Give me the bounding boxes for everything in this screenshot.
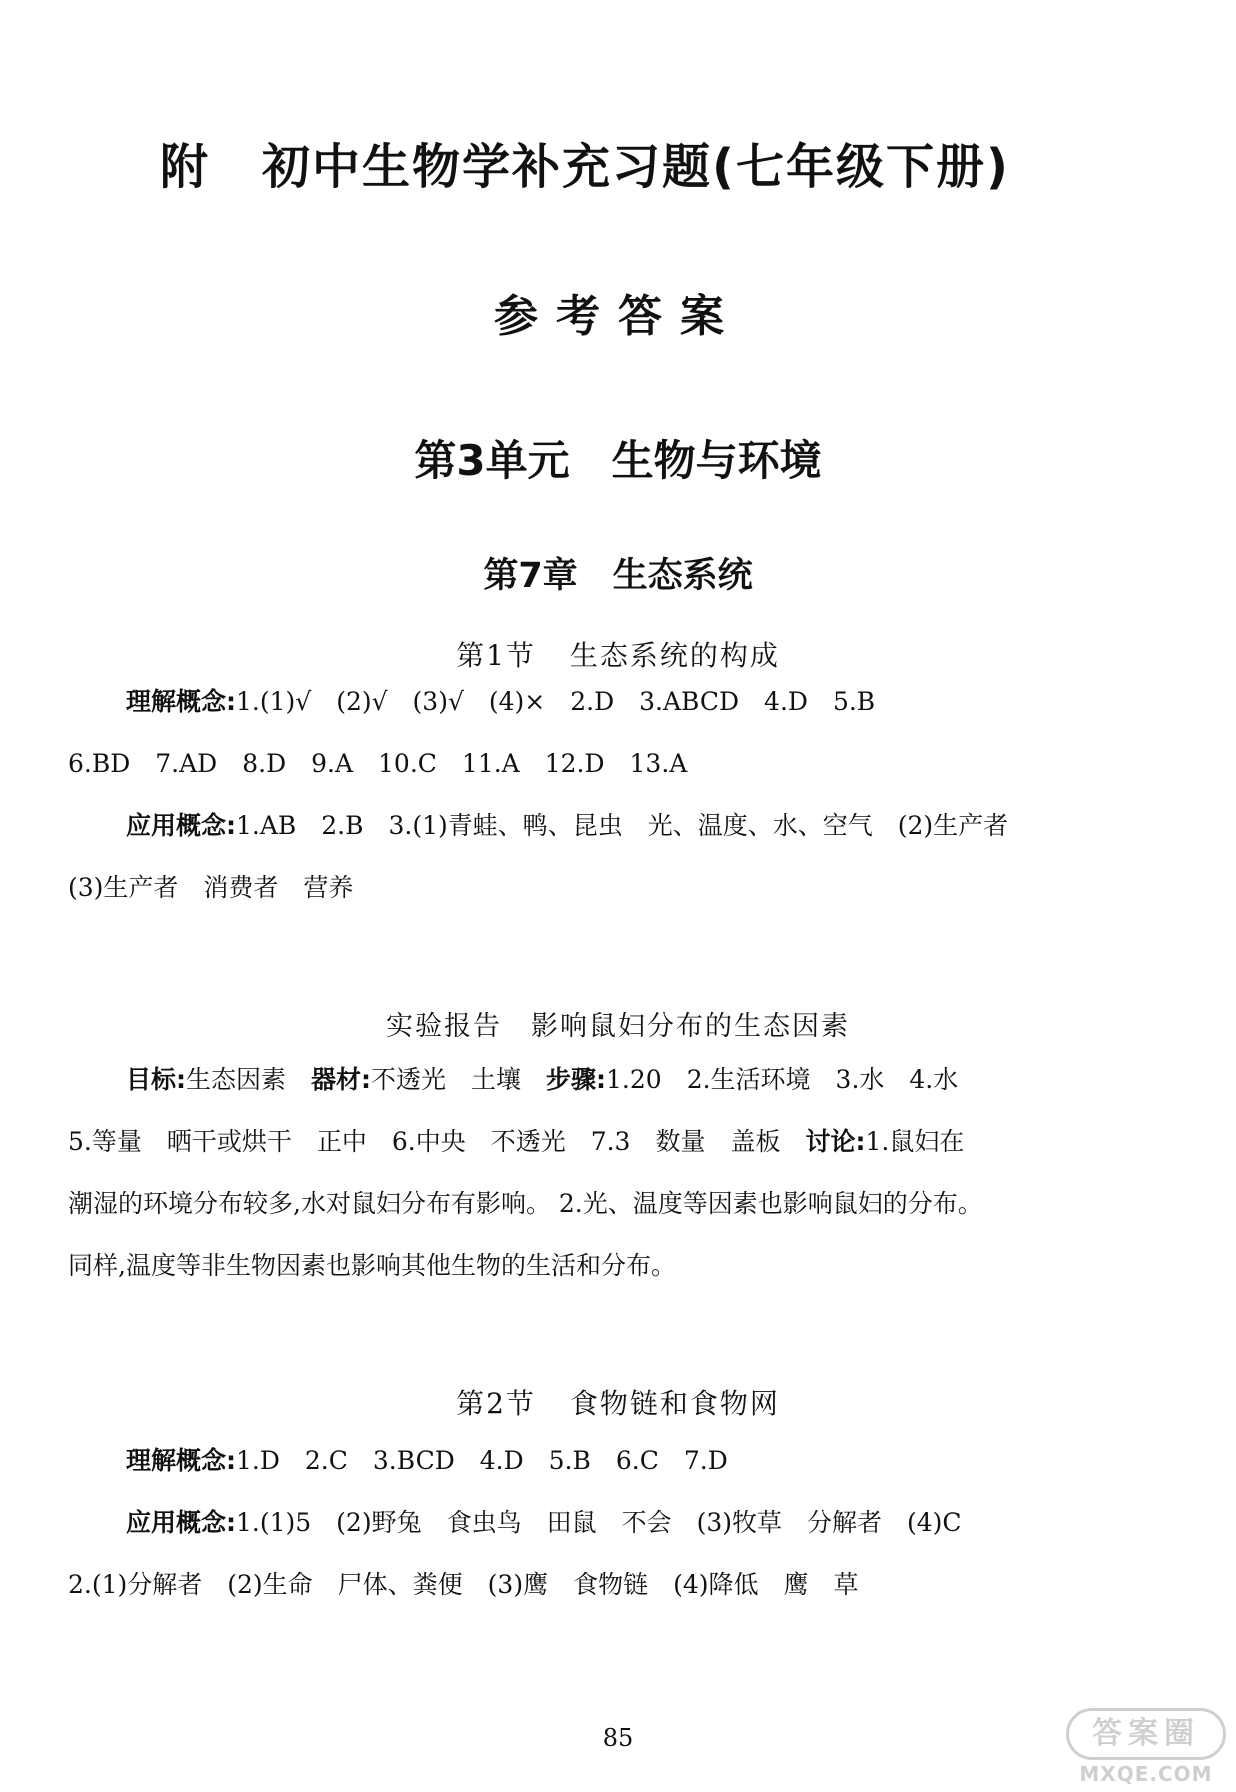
- understand-answers: 1.(1)√ (2)√ (3)√ (4)× 2.D 3.ABCD 4.D 5.B: [236, 687, 876, 716]
- lab-report-line-4: 同样,温度等非生物因素也影响其他生物的生活和分布。: [68, 1251, 676, 1280]
- apply-label: 应用概念:: [126, 811, 236, 840]
- section-2-understand-line-1: [126, 1448, 728, 1473]
- steps-text: 1.20 2.生活环境 3.水 4.水: [606, 1065, 959, 1094]
- lab-report-line-1: [126, 1067, 958, 1092]
- section-2-heading: [0, 1382, 1236, 1422]
- page-title: [160, 128, 1010, 197]
- section-1-number: 第1节: [456, 639, 536, 672]
- chapter-heading: 第7章 生态系统: [483, 556, 753, 596]
- title-prefix: 附: [160, 139, 211, 195]
- section-2-apply-line-1: [126, 1510, 962, 1535]
- material-label: 器材:: [311, 1065, 372, 1094]
- page-number: 85: [602, 1724, 634, 1752]
- section-1-name: 生态系统的构成: [569, 639, 780, 672]
- watermark: [1066, 1708, 1226, 1788]
- apply-answers: 1.AB 2.B 3.(1)青蛙、鸭、昆虫 光、温度、水、空气 (2)生产者: [236, 811, 1009, 840]
- steps-label: 步骤:: [546, 1065, 607, 1094]
- section-2-name: 食物链和食物网: [569, 1387, 780, 1420]
- understand-label: 理解概念:: [126, 1446, 236, 1475]
- section-1-understand-line-1: [126, 689, 875, 714]
- apply-answers: 1.(1)5 (2)野兔 食虫鸟 田鼠 不会 (3)牧草 分解者 (4)C: [236, 1508, 962, 1537]
- title-text: 初中生物学补充习题(七年级下册): [262, 139, 1010, 195]
- discuss-label: 讨论:: [805, 1127, 866, 1156]
- section-2-apply-line-2: 2.(1)分解者 (2)生命 尸体、粪便 (3)鹰 食物链 (4)降低 鹰 草: [68, 1570, 859, 1599]
- understand-answers: 1.D 2.C 3.BCD 4.D 5.B 6.C 7.D: [236, 1446, 728, 1475]
- discuss-text: 1.鼠妇在: [865, 1127, 965, 1156]
- understand-label: 理解概念:: [126, 687, 236, 716]
- lab-report-line-2: [68, 1129, 964, 1154]
- section-1-understand-line-2: 6.BD 7.AD 8.D 9.A 10.C 11.A 12.D 13.A: [68, 749, 688, 778]
- page-subtitle: 参考答案: [494, 291, 742, 342]
- lab-report-heading: 实验报告 影响鼠妇分布的生态因素: [386, 1011, 850, 1042]
- section-2-number: 第2节: [456, 1387, 536, 1420]
- unit-heading: 第3单元 生物与环境: [414, 436, 822, 485]
- steps-continued: 5.等量 晒干或烘干 正中 6.中央 不透光 7.3 数量 盖板: [68, 1127, 806, 1156]
- section-1-apply-line-2: (3)生产者 消费者 营养: [68, 873, 354, 902]
- goal-text: 生态因素: [186, 1065, 312, 1094]
- apply-label: 应用概念:: [126, 1508, 236, 1537]
- watermark-site: MXQE.COM: [1079, 1762, 1213, 1786]
- section-1-heading: [0, 634, 1236, 674]
- material-text: 不透光 土壤: [371, 1065, 547, 1094]
- section-1-apply-line-1: [126, 813, 1008, 838]
- lab-report-line-3: 潮湿的环境分布较多,水对鼠妇分布有影响。 2.光、温度等因素也影响鼠妇的分布。: [68, 1189, 983, 1218]
- goal-label: 目标:: [126, 1065, 186, 1094]
- watermark-logo: 答案圈: [1066, 1708, 1226, 1760]
